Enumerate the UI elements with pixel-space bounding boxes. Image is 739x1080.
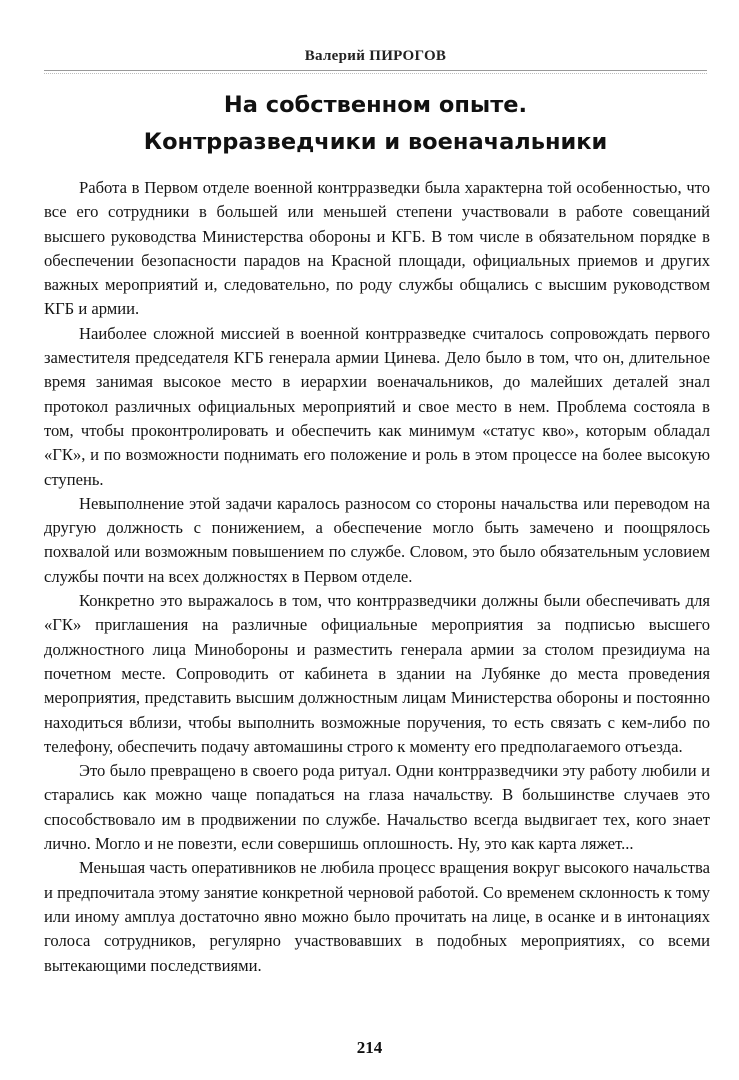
chapter-title-line-2: Контрразведчики и военачальники (143, 129, 608, 155)
header-divider (44, 70, 707, 74)
paragraph: Это было превращено в своего рода ритуал. Одни контрразведчики эту работу любили и старались как можно чаще попадаться на глаза начальству. В большинстве случаев это способствовало им в продвижении по службе. Начальство всегда выдвигает тех, кого знает лично. Могло и не повезти, если совершишь оплошность. Ну, это как карта ляжет... (44, 761, 710, 854)
paragraph: Меньшая часть оперативников не любила процесс вращения вокруг высокого начальства и предпочитала этому занятие конкретной черновой работой. Со временем склонность к тому или иному амплуа достаточно явно можно было прочитать на лице, в осанке и в интонациях голоса сотрудников, регулярно участвовавших в подобных мероприятиях, со всеми вытекающими последствиями. (44, 858, 710, 975)
body-text (44, 176, 710, 978)
paragraph: Невыполнение этой задачи каралось разносом со стороны начальства или переводом на другую должность с понижением, а обеспечение могло быть замечено и поощрялось похвалой или возможным повышением по службе. Словом, это было обязательным условием службы почти на всех должностях в Первом отделе. (44, 493, 710, 586)
page-number: 214 (356, 1038, 383, 1057)
chapter-title-line-1: На собственном опыте. (223, 92, 528, 118)
paragraph: Работа в Первом отделе военной контрразведки была характерна той особенностью, что все его сотрудники в большей или меньшей степени участвовали в работе совещаний высшего руководства Министерства обороны и КГБ. В том числе в обязательном порядке в обеспечении безопасности парадов на Красной площади, официальных приемов и других важных мероприятий и, следовательно, по роду службы общались с высшим руководством КГБ и армии. (44, 178, 710, 319)
running-head-author: Валерий ПИРОГОВ (304, 48, 447, 64)
paragraph: Конкретно это выражалось в том, что контрразведчики должны были обеспечивать для «ГК» приглашения на различные официальные мероприятия за подписью высшего должностного лица Минобороны и разместить генерала армии за столом президиума на почетном месте. Сопроводить от кабинета в здании на Лубянке до места проведения мероприятия, представить высшим должностным лицам Министерства обороны и постоянно находиться вблизи, чтобы выполнить возможные поручения, то есть связать с кем-либо по телефону, обеспечить подачу автомашины строго к моменту его предполагаемого отъезда. (44, 591, 710, 756)
paragraph: Наиболее сложной миссией в военной контрразведке считалось сопровождать первого заместителя председателя КГБ генерала армии Цинева. Дело было в том, что он, длительное время занимая высокое место в иерархии военачальников, до малейших деталей знал протокол различных официальных мероприятий и свое место в нем. Проблема состояла в том, чтобы проконтролировать и обеспечить как минимум «статус кво», которым обладал «ГК», и по возможности поднимать его положение и роль в этом процессе на более высокую ступень. (44, 323, 710, 489)
chapter-title (44, 87, 707, 161)
